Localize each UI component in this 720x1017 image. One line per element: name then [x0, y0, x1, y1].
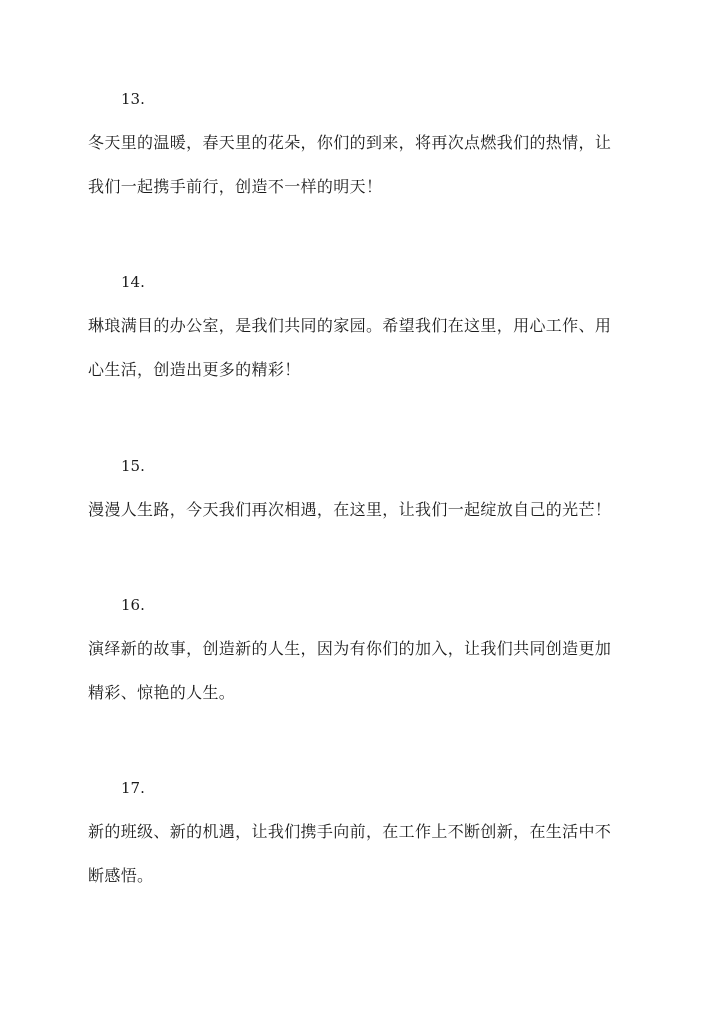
entry-number: 14. [121, 273, 145, 291]
entry-text-line: 精彩、惊艳的人生。 [88, 683, 236, 702]
entry-text-line: 漫漫人生路，今天我们再次相遇，在这里，让我们一起绽放自己的光芒！ [88, 500, 612, 519]
entry-number: 13. [121, 90, 145, 108]
entry-number: 16. [121, 596, 145, 614]
entry-number: 17. [121, 779, 145, 797]
entry-text-line: 断感悟。 [88, 866, 154, 885]
entry-text-line: 冬天里的温暖，春天里的花朵，你们的到来，将再次点燃我们的热情，让 [88, 133, 612, 152]
entry-text-line: 我们一起携手前行，创造不一样的明天！ [88, 177, 383, 196]
entry-text-line: 琳琅满目的办公室，是我们共同的家园。希望我们在这里，用心工作、用 [88, 316, 612, 335]
entry-number: 15. [121, 457, 145, 475]
entry-text-line: 心生活，创造出更多的精彩！ [88, 360, 301, 379]
entry-text-line: 新的班级、新的机遇，让我们携手向前，在工作上不断创新，在生活中不 [88, 822, 612, 841]
entry-text-line: 演绎新的故事，创造新的人生，因为有你们的加入，让我们共同创造更加 [88, 639, 612, 658]
